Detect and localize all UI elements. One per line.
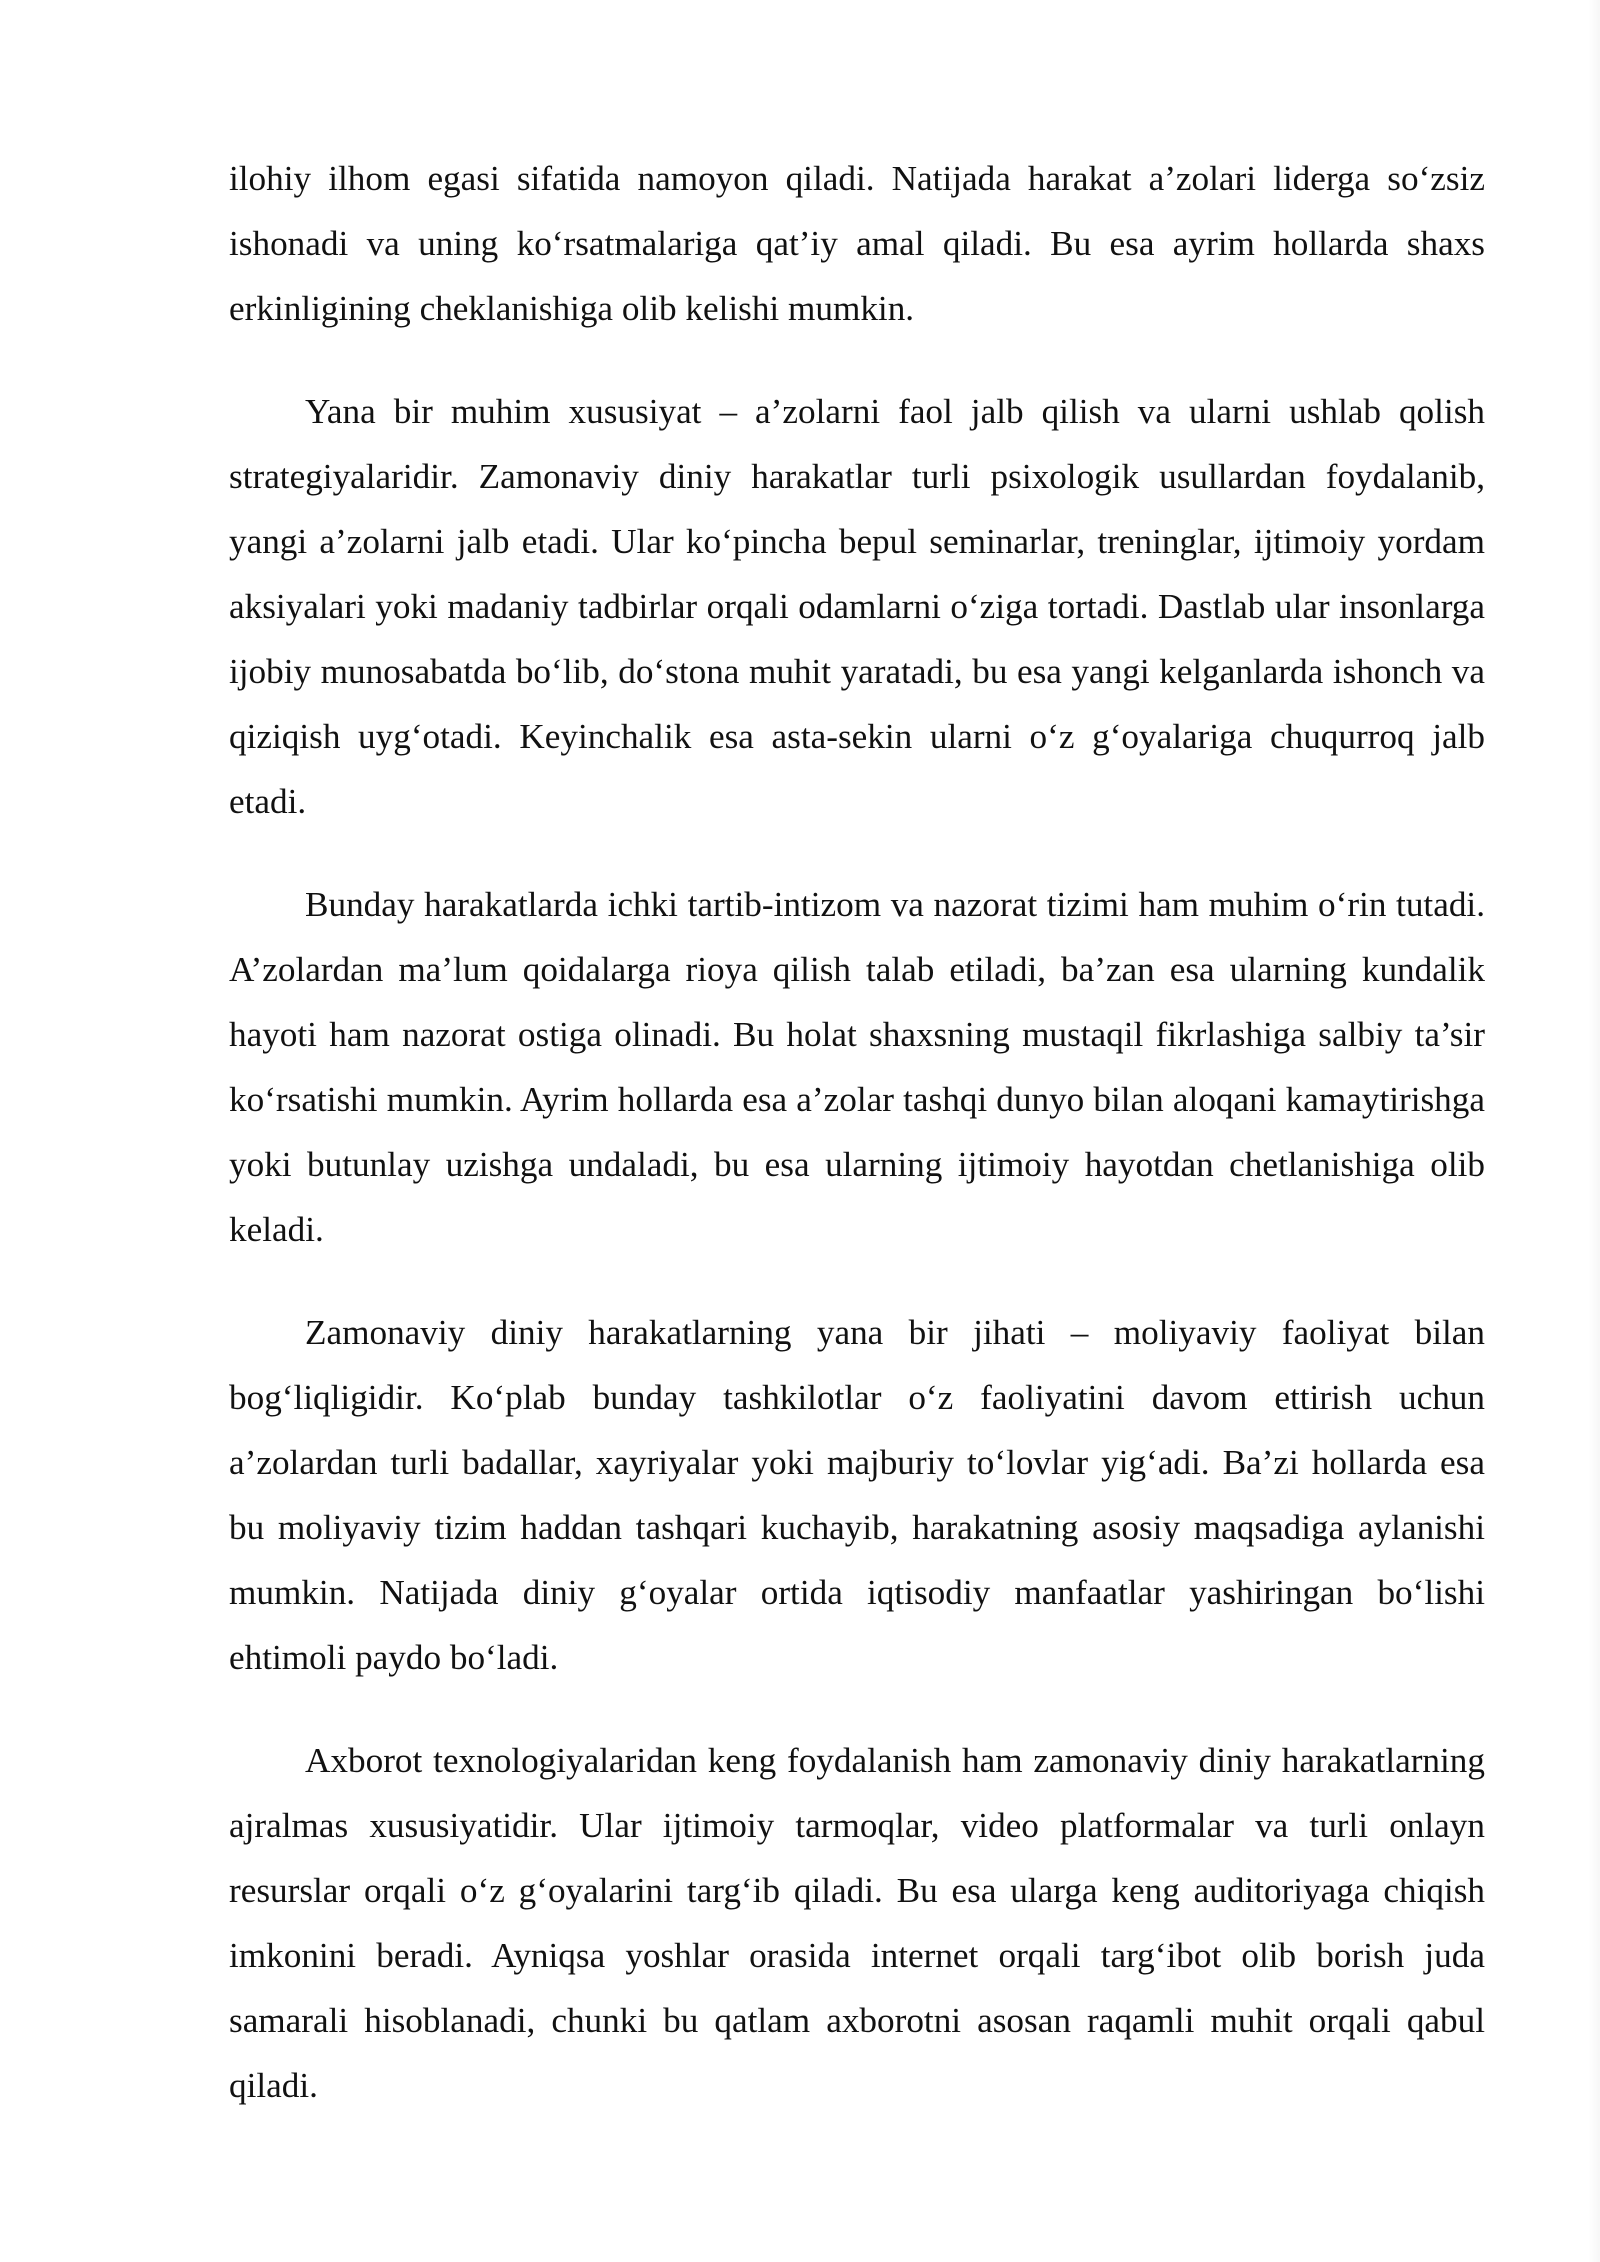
paragraph-financial-activity: Zamonaviy diniy harakatlarning yana bir jihati – moliyaviy faoliyat bilan bog‘liqligidir. Ko‘plab bunday tashkilotlar o‘z faoliyatini davom ettirish uchun a’zolardan turli badallar, xayriyalar yoki majburiy to‘lovlar yig‘adi. Ba’zi hollarda esa bu moliyaviy tizim haddan tashqari kuchayib, harakatning asosiy maqsadiga aylanishi mumkin. Natijada diniy g‘oyalar ortida iqtisodiy manfaatlar yashiringan bo‘lishi ehtimoli paydo bo‘ladi. bbox=[229, 1313, 1485, 1677]
paragraph-1-continuation: ilohiy ilhom egasi sifatida namoyon qiladi. Natijada harakat a’zolari liderga so‘zsiz ishonadi va uning ko‘rsatmalariga qat’iy amal qiladi. Bu esa ayrim hollarda shaxs erkinligining cheklanishiga olib kelishi mumkin. bbox=[229, 159, 1485, 328]
paragraph-information-technology: Axborot texnologiyalaridan keng foydalanish ham zamonaviy diniy harakatlarning ajralmas xususiyatidir. Ular ijtimoiy tarmoqlar, video platformalar va turli onlayn resurslar orqali o‘z g‘oyalarini targ‘ib qiladi. Bu esa ularga keng auditoriyaga chiqish imkonini beradi. Ayniqsa yoshlar orasida internet orqali targ‘ibot olib borish juda samarali hisoblanadi, chunki bu qatlam axborotni asosan raqamli muhit orqali qabul qiladi. bbox=[229, 1741, 1485, 2105]
document-body bbox=[229, 146, 1485, 2156]
page-edge-shadow bbox=[1588, 0, 1600, 2262]
paragraph-member-recruitment: Yana bir muhim xususiyat – a’zolarni faol jalb qilish va ularni ushlab qolish strategiyalaridir. Zamonaviy diniy harakatlar turli psixologik usullardan foydalanib, yangi a’zolarni jalb etadi. Ular ko‘pincha bepul seminarlar, treninglar, ijtimoiy yordam aksiyalari yoki madaniy tadbirlar orqali odamlarni o‘ziga tortadi. Dastlab ular insonlarga ijobiy munosabatda bo‘lib, do‘stona muhit yaratadi, bu esa yangi kelganlarda ishonch va qiziqish uyg‘otadi. Keyinchalik esa asta-sekin ularni o‘z g‘oyalariga chuqurroq jalb etadi. bbox=[229, 392, 1485, 821]
paragraph-internal-discipline: Bunday harakatlarda ichki tartib-intizom va nazorat tizimi ham muhim o‘rin tutadi. A’zolardan ma’lum qoidalarga rioya qilish talab etiladi, ba’zan esa ularning kundalik hayoti ham nazorat ostiga olinadi. Bu holat shaxsning mustaqil fikrlashiga salbiy ta’sir ko‘rsatishi mumkin. Ayrim hollarda esa a’zolar tashqi dunyo bilan aloqani kamaytirishga yoki butunlay uzishga undaladi, bu esa ularning ijtimoiy hayotdan chetlanishiga olib keladi. bbox=[229, 885, 1485, 1249]
